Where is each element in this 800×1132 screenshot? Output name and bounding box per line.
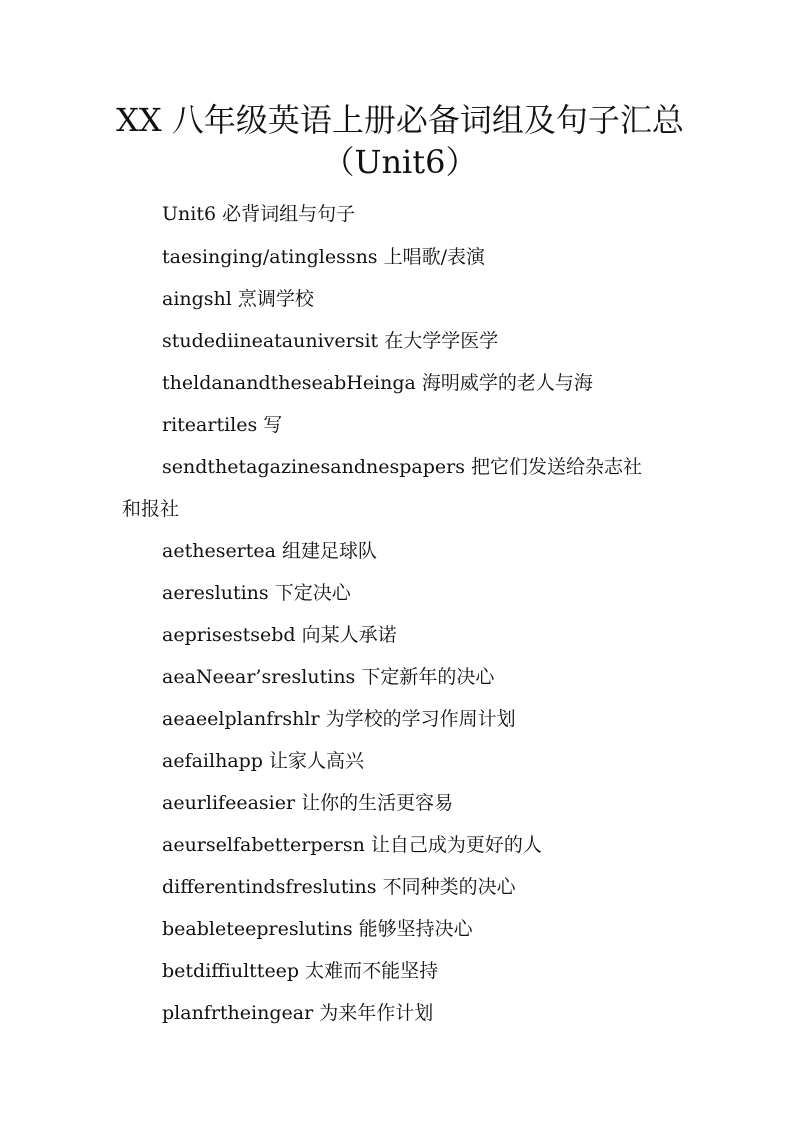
- phrase-line: aeurselfabetterpersn 让自己成为更好的人: [162, 834, 542, 856]
- phrase-line: theldanandtheseabHeinga 海明威学的老人与海: [162, 372, 593, 394]
- document-title-line-2: （Unit6）: [322, 143, 478, 181]
- phrase-line: taesinging/atinglessns 上唱歌/表演: [162, 246, 486, 268]
- phrase-line: aethesertea 组建足球队: [162, 540, 378, 562]
- phrase-line: aingshl 烹调学校: [162, 288, 314, 310]
- phrase-line: aereslutins 下定决心: [162, 582, 351, 604]
- phrase-line: betdiffiultteep 太难而不能坚持: [162, 960, 439, 982]
- phrase-line: aeaNeear’sreslutins 下定新年的决心: [162, 666, 495, 688]
- phrase-line-continuation: 和报社: [122, 498, 180, 520]
- phrase-line: aeaeelplanfrshlr 为学校的学习作周计划: [162, 708, 516, 730]
- phrase-line: beableteepreslutins 能够坚持决心: [162, 918, 473, 940]
- section-heading: Unit6 必背词组与句子: [162, 203, 356, 225]
- phrase-line: aeurlifeeasier 让你的生活更容易: [162, 792, 454, 814]
- phrase-line: planfrtheingear 为来年作计划: [162, 1002, 434, 1024]
- phrase-line: aefailhapp 让家人高兴: [162, 750, 365, 772]
- phrase-line: sendthetagazinesandnespapers 把它们发送给杂志社: [162, 456, 643, 478]
- phrase-line: aeprisestsebd 向某人承诺: [162, 624, 397, 646]
- phrase-line: riteartiles 写: [162, 414, 283, 436]
- phrase-line: studediineatauniversit 在大学学医学: [162, 330, 499, 352]
- document-title-line-1: XX 八年级英语上册必备词组及句子汇总: [116, 101, 684, 139]
- phrase-line: differentindsfreslutins 不同种类的决心: [162, 876, 516, 898]
